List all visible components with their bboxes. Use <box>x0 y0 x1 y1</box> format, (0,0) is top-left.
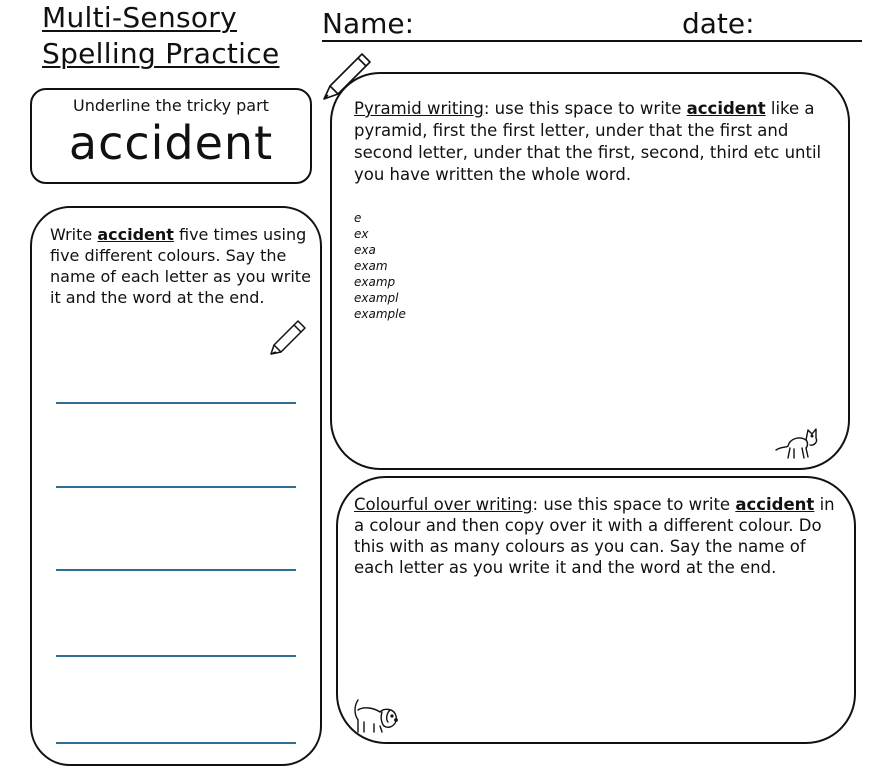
spelling-word: accident <box>68 116 274 170</box>
write-five-prefix: Write <box>50 225 98 244</box>
pyramid-example-line: examp <box>354 275 396 289</box>
pyramid-intro: : use this space to write <box>483 99 687 118</box>
pyramid-example-line: exampl <box>354 291 399 305</box>
title-line-1: Multi-Sensory <box>42 1 237 34</box>
name-date-line <box>322 6 862 42</box>
writing-line-4[interactable] <box>56 655 296 657</box>
write-five-times-box <box>30 206 322 766</box>
name-label: Name: <box>322 7 415 40</box>
colourful-word: accident <box>735 495 815 514</box>
pyramid-writing-box <box>330 72 850 470</box>
writing-line-2[interactable] <box>56 486 296 488</box>
worksheet-title <box>42 0 279 72</box>
pyramid-heading: Pyramid writing <box>354 99 484 118</box>
pyramid-example <box>354 210 406 322</box>
pyramid-example-line: e <box>354 211 362 225</box>
pyramid-example-line: exa <box>354 243 376 257</box>
colourful-body: in a colour and then copy over it with a different colour. Do this with as many colours as you can. Say the name of each letter as you write it and the word at the end. <box>354 495 835 577</box>
colourful-instruction <box>354 494 840 578</box>
writing-line-1[interactable] <box>56 402 296 404</box>
colourful-heading: Colourful over writing <box>354 495 533 514</box>
writing-line-3[interactable] <box>56 569 296 571</box>
writing-line-5[interactable] <box>56 742 296 744</box>
pyramid-example-line: example <box>354 307 406 321</box>
write-five-instruction <box>50 224 312 308</box>
title-line-2: Spelling Practice <box>42 37 280 70</box>
write-five-word: accident <box>97 225 174 244</box>
write-five-suffix: five times using five different colours. Say the name of each letter as you write it and the word at the end. <box>50 225 311 307</box>
pyramid-example-line: exam <box>354 259 388 273</box>
colourful-intro: : use this space to write <box>532 495 736 514</box>
pyramid-example-line: ex <box>354 227 369 241</box>
pyramid-word: accident <box>686 99 766 118</box>
cat-icon <box>774 424 820 462</box>
dog-icon <box>352 696 400 736</box>
tricky-instruction: Underline the tricky part <box>73 96 269 115</box>
tricky-part-box <box>30 88 312 184</box>
pyramid-body: like a pyramid, first the first letter, under that the first and second letter, under that the first, second, third etc until you have written the whole word. <box>354 99 822 184</box>
pyramid-instruction <box>354 98 824 186</box>
colourful-over-writing-box <box>336 476 856 744</box>
date-label: date: <box>682 7 755 40</box>
pencil-icon <box>268 318 308 356</box>
